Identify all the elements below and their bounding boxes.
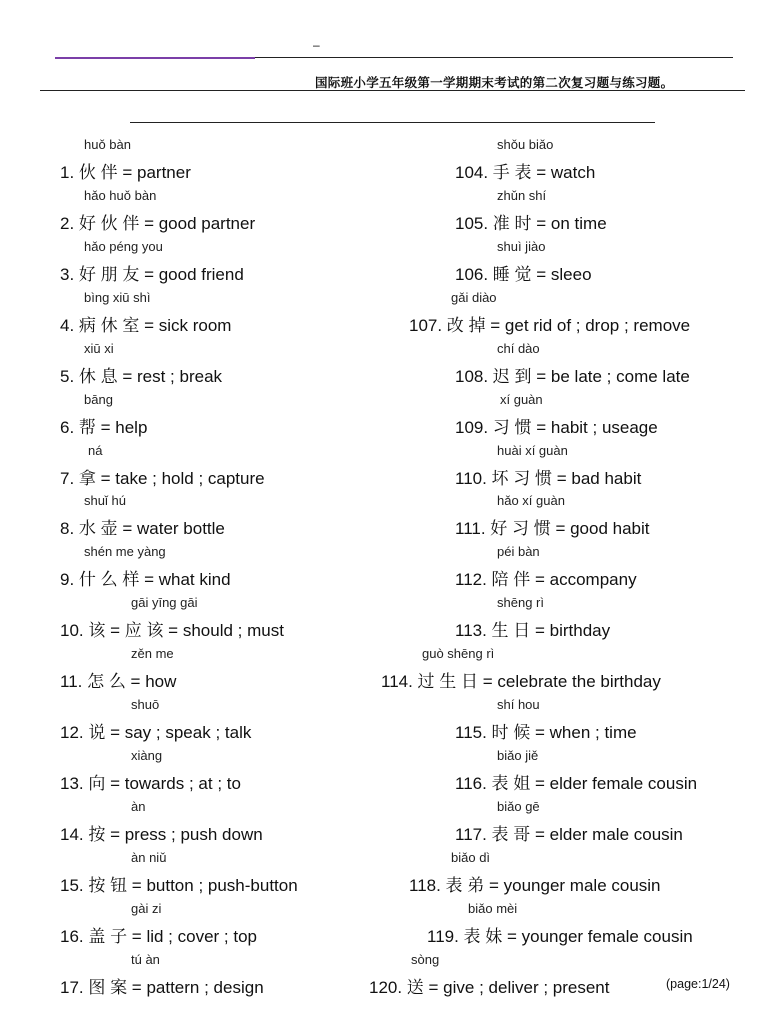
vocab-left-6: 6. 帮 = help [60,418,148,437]
vocab-left-17: 17. 图 案 = pattern ; design [60,978,264,997]
vocab-left-8: 8. 水 壶 = water bottle [60,519,225,538]
pinyin-right-105: zhǔn shí [497,188,547,203]
pinyin-right-112: péi bàn [497,544,540,559]
pinyin-right-117: biǎo gē [497,799,540,814]
pinyin-left-7: ná [88,443,103,458]
pinyin-right-106: shuì jiào [497,239,546,254]
pinyin-left-4: bìng xiū shì [84,290,151,305]
vocab-left-7: 7. 拿 = take ; hold ; capture [60,469,265,488]
vocab-right-109: 109. 习 惯 = habit ; useage [455,418,658,437]
page-number: (page:1/24) [666,977,730,991]
pinyin-left-5: xiū xi [84,341,114,356]
vocab-left-1: 1. 伙 伴 = partner [60,163,191,182]
vocab-left-4: 4. 病 休 室 = sick room [60,316,232,335]
pinyin-left-12: shuō [131,697,160,712]
purple-rule [55,57,255,59]
pinyin-right-110: huài xí guàn [497,443,568,458]
pinyin-right-111: hǎo xí guàn [497,493,565,508]
vocab-left-3: 3. 好 朋 友 = good friend [60,265,244,284]
pinyin-right-120: sòng [411,952,440,967]
vocab-right-106: 106. 睡 觉 = sleeo [455,265,592,284]
pinyin-left-11: zěn me [131,646,174,661]
pinyin-right-115: shí hou [497,697,540,712]
pinyin-left-6: bāng [84,392,113,407]
pinyin-left-15: àn niǔ [131,850,167,865]
pinyin-right-116: biǎo jiě [497,748,539,763]
pinyin-left-2: hǎo huǒ bàn [84,188,157,203]
pinyin-left-8: shuǐ hú [84,493,126,508]
section-rule [130,122,655,123]
vocab-left-13: 13. 向 = towards ; at ; to [60,774,241,793]
vocab-right-104: 104. 手 表 = watch [455,163,596,182]
vocab-left-5: 5. 休 息 = rest ; break [60,367,223,386]
vocab-right-111: 111. 好 习 惯 = good habit [455,519,650,538]
pinyin-left-1: huǒ bàn [84,137,131,152]
pinyin-left-13: xiàng [131,748,163,763]
vocab-right-118: 118. 表 弟 = younger male cousin [409,876,661,895]
pinyin-left-16: gài zi [131,901,162,916]
vocab-right-117: 117. 表 哥 = elder male cousin [455,825,683,844]
pinyin-right-118: biǎo dì [451,850,491,865]
pinyin-left-14: àn [131,799,146,814]
vocab-left-11: 11. 怎 么 = how [60,672,177,691]
pinyin-right-114: guò shēng rì [422,646,495,661]
pinyin-right-119: biǎo mèi [468,901,518,916]
pinyin-right-107: gǎi diào [451,290,497,305]
pinyin-left-17: tú àn [131,952,160,967]
header-dash: – [313,38,320,52]
document-title: 国际班小学五年级第一学期期末考试的第二次复习题与练习题。 [315,76,674,90]
pinyin-right-108: chí dào [497,341,540,356]
vocab-left-14: 14. 按 = press ; push down [60,825,263,844]
pinyin-left-10: gāi yīng gāi [131,595,198,610]
pinyin-left-3: hǎo péng you [84,239,163,254]
vocab-right-114: 114. 过 生 日 = celebrate the birthday [381,672,661,691]
vocab-right-107: 107. 改 掉 = get rid of ; drop ; remove [409,316,691,335]
header-top-rule [255,57,733,58]
vocab-right-113: 113. 生 日 = birthday [455,621,611,640]
vocab-right-116: 116. 表 姐 = elder female cousin [455,774,698,793]
vocab-left-10: 10. 该 = 应 该 = should ; must [60,621,284,640]
header-bottom-rule [40,90,745,91]
vocab-left-2: 2. 好 伙 伴 = good partner [60,214,256,233]
vocab-left-9: 9. 什 么 样 = what kind [60,570,231,589]
vocab-right-112: 112. 陪 伴 = accompany [455,570,637,589]
pinyin-right-113: shēng rì [497,595,544,610]
vocab-left-15: 15. 按 钮 = button ; push-button [60,876,298,895]
vocab-right-120: 120. 送 = give ; deliver ; present [369,978,610,997]
vocab-right-108: 108. 迟 到 = be late ; come late [455,367,690,386]
vocab-left-16: 16. 盖 子 = lid ; cover ; top [60,927,258,946]
pinyin-left-9: shén me yàng [84,544,166,559]
vocab-left-12: 12. 说 = say ; speak ; talk [60,723,252,742]
vocab-right-115: 115. 时 候 = when ; time [455,723,637,742]
pinyin-right-109: xí guàn [500,392,543,407]
vocab-right-105: 105. 准 时 = on time [455,214,607,233]
pinyin-right-104: shǒu biǎo [497,137,554,152]
vocab-right-110: 110. 坏 习 惯 = bad habit [455,469,642,488]
vocab-right-119: 119. 表 妹 = younger female cousin [427,927,693,946]
